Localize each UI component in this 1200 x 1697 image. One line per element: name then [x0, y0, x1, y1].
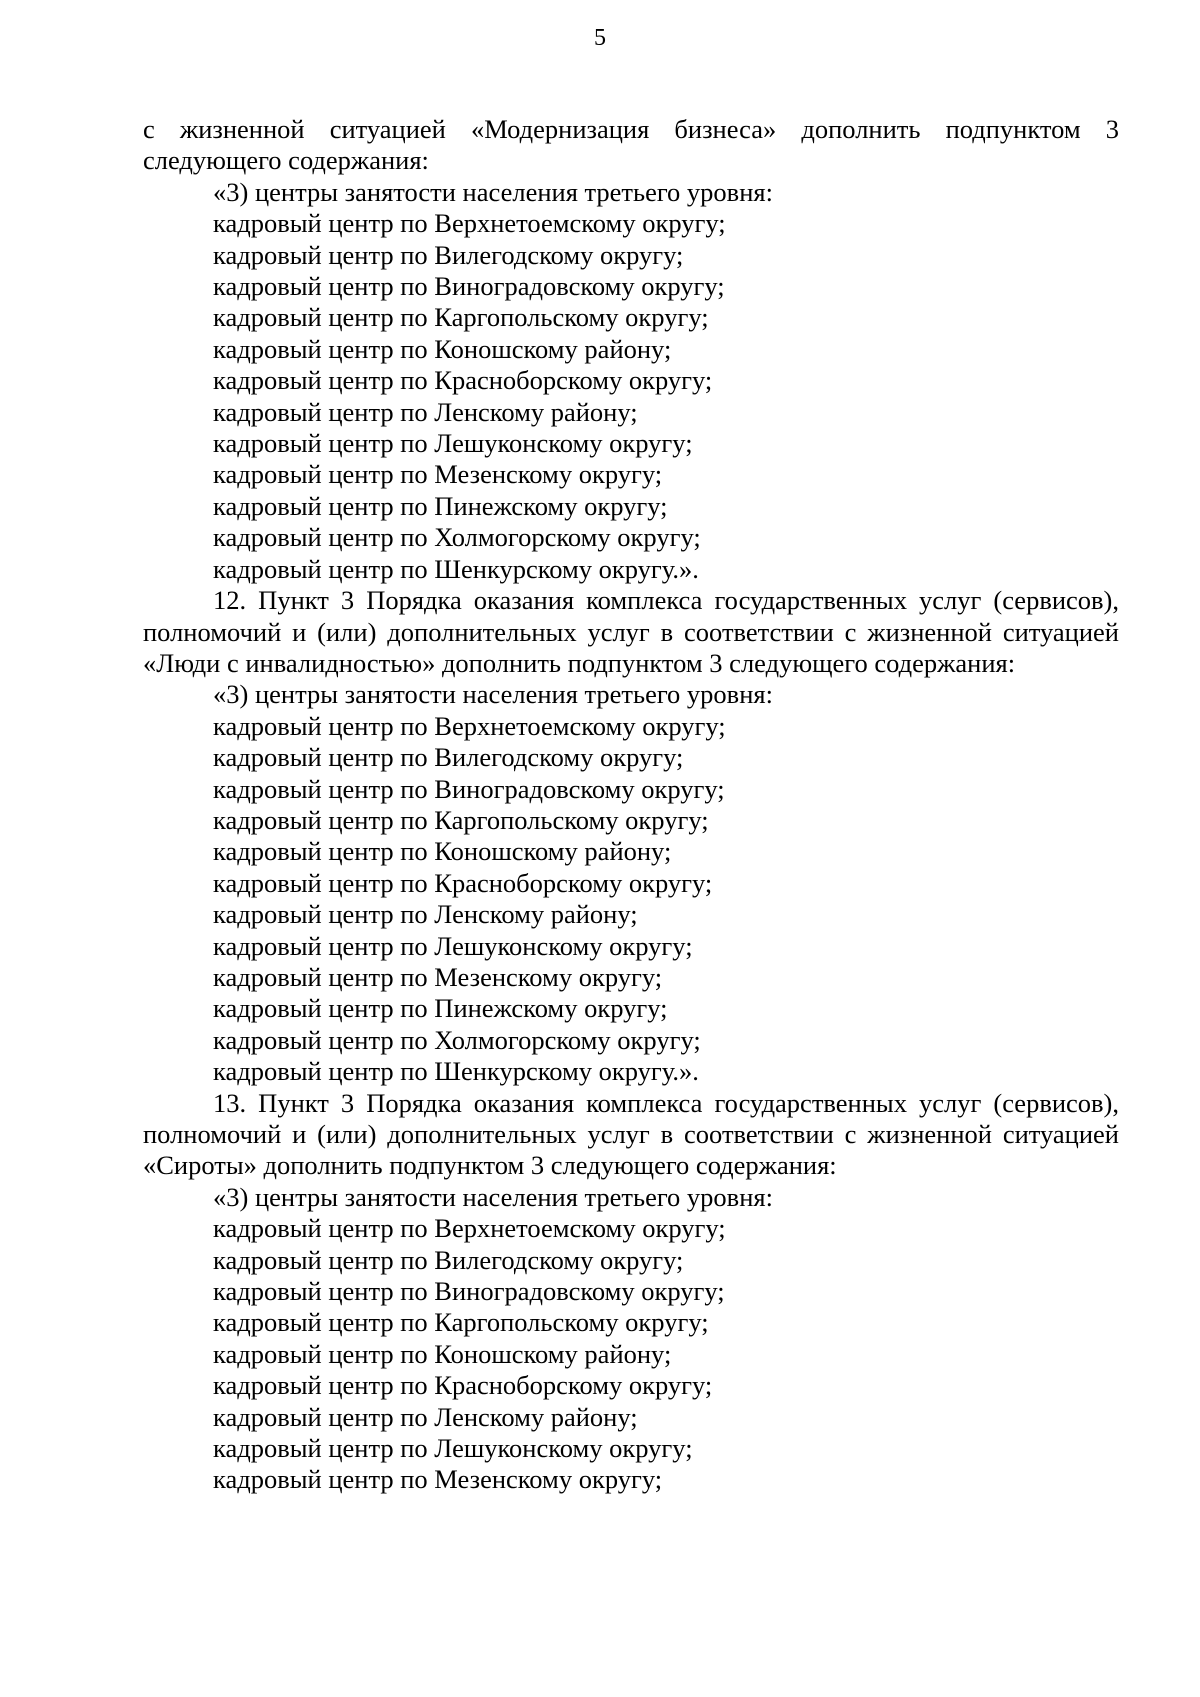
list-item: кадровый центр по Пинежскому округу;	[213, 490, 668, 521]
opening-paragraph: с жизненной ситуацией «Модернизация бизнеса» дополнить подпунктом 3 следующего содержания:	[143, 114, 1119, 176]
list-item: кадровый центр по Лешуконскому округу;	[213, 428, 693, 459]
list-item: кадровый центр по Каргопольскому округу;	[213, 1307, 709, 1338]
list-item: кадровый центр по Верхнетоемскому округу;	[213, 208, 726, 239]
list-item: кадровый центр по Виноградовскому округу;	[213, 1276, 725, 1307]
subitem-intro: «3) центры занятости населения третьего уровня:	[213, 176, 773, 207]
list-item: кадровый центр по Холмогорскому округу;	[213, 1024, 701, 1055]
list-item: кадровый центр по Лешуконскому округу;	[213, 930, 693, 961]
list-item: кадровый центр по Виноградовскому округу;	[213, 271, 725, 302]
list-item: кадровый центр по Вилегодскому округу;	[213, 239, 684, 270]
list-item: кадровый центр по Виноградовскому округу;	[213, 773, 725, 804]
list-item: кадровый центр по Верхнетоемскому округу;	[213, 710, 726, 741]
page-number: 5	[594, 25, 606, 51]
document-body	[143, 114, 1119, 1496]
list-item: кадровый центр по Коношскому району;	[213, 1338, 672, 1369]
subitem-block-1	[143, 177, 1119, 585]
list-item: кадровый центр по Мезенскому округу;	[213, 459, 663, 490]
subitem-block-2	[143, 679, 1119, 1087]
list-item: кадровый центр по Шенкурскому округу.».	[213, 1056, 699, 1087]
list-item: кадровый центр по Лешуконскому округу;	[213, 1433, 693, 1464]
list-item: кадровый центр по Холмогорскому округу;	[213, 522, 701, 553]
paragraph-item-12: 12. Пункт 3 Порядка оказания комплекса государственных услуг (сервисов), полномочий и (или) дополнительных услуг в соответствии с жизненной ситуацией «Люди с инвалидностью» дополнить подпунктом 3 следующего содержания:	[143, 585, 1119, 678]
list-item: кадровый центр по Коношскому району;	[213, 333, 672, 364]
list-item: кадровый центр по Каргопольскому округу;	[213, 302, 709, 333]
list-item: кадровый центр по Верхнетоемскому округу;	[213, 1213, 726, 1244]
paragraph-item-13: 13. Пункт 3 Порядка оказания комплекса государственных услуг (сервисов), полномочий и (или) дополнительных услуг в соответствии с жизненной ситуацией «Сироты» дополнить подпунктом 3 следующего содержания:	[143, 1087, 1119, 1181]
list-item: кадровый центр по Шенкурскому округу.».	[213, 553, 699, 584]
list-item: кадровый центр по Коношскому району;	[213, 836, 672, 867]
list-item: кадровый центр по Мезенскому округу;	[213, 1464, 663, 1495]
list-item: кадровый центр по Мезенскому округу;	[213, 961, 663, 992]
list-item: кадровый центр по Ленскому району;	[213, 1401, 638, 1432]
subitem-intro: «3) центры занятости населения третьего уровня:	[213, 679, 773, 710]
list-item: кадровый центр по Пинежскому округу;	[213, 993, 668, 1024]
list-item: кадровый центр по Каргопольскому округу;	[213, 804, 709, 835]
list-item: кадровый центр по Ленскому району;	[213, 396, 638, 427]
list-item: кадровый центр по Вилегодскому округу;	[213, 742, 684, 773]
list-item: кадровый центр по Красноборскому округу;	[213, 365, 713, 396]
subitem-intro: «3) центры занятости населения третьего уровня:	[213, 1181, 773, 1212]
list-item: кадровый центр по Красноборскому округу;	[213, 867, 713, 898]
list-item: кадровый центр по Вилегодскому округу;	[213, 1244, 684, 1275]
list-item: кадровый центр по Красноборскому округу;	[213, 1370, 713, 1401]
subitem-block-3	[143, 1182, 1119, 1496]
list-item: кадровый центр по Ленскому району;	[213, 899, 638, 930]
